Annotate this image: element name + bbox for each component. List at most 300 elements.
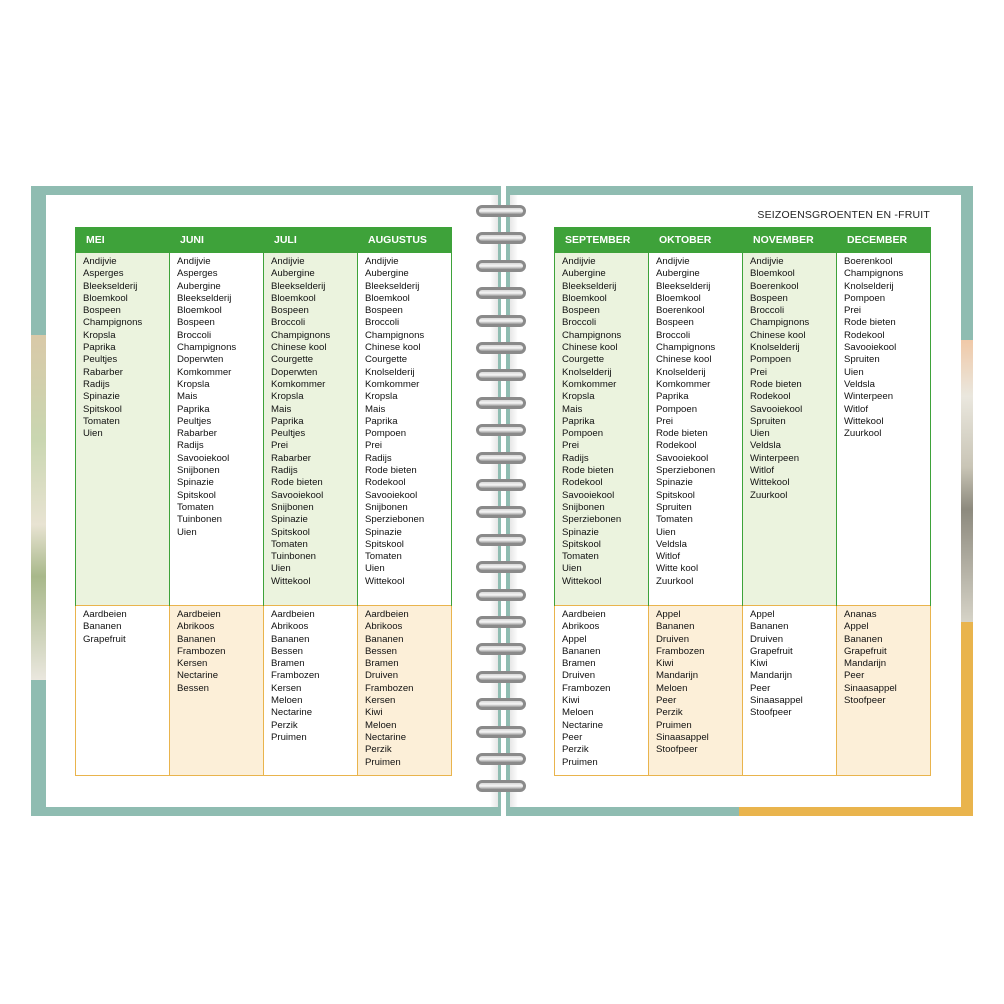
fruit-item: Kiwi bbox=[562, 695, 580, 707]
fruit-item: Grapefruit bbox=[750, 645, 793, 657]
vegetable-item: Knolselderij bbox=[656, 366, 706, 378]
vegetable-item: Bloemkool bbox=[562, 292, 607, 304]
vegetable-item: Spitskool bbox=[83, 403, 122, 415]
vegetable-item: Aubergine bbox=[271, 268, 315, 280]
vegetable-item: Aubergine bbox=[562, 268, 606, 280]
fruit-item: Aardbeien bbox=[177, 609, 221, 620]
vegetable-item: Sperziebonen bbox=[562, 514, 622, 526]
fruit-item: Bananen bbox=[844, 633, 883, 645]
fruit-item: Abrikoos bbox=[365, 621, 403, 633]
fruit-item: Bananen bbox=[83, 621, 122, 633]
vegetable-item: Winterpeen bbox=[844, 391, 894, 403]
vegetable-item: Andijvie bbox=[365, 256, 399, 267]
vegetable-item: Kropsla bbox=[83, 329, 116, 341]
vegetable-item: Spitskool bbox=[365, 538, 404, 550]
vegetable-item: Bloemkool bbox=[271, 292, 316, 304]
vegetable-item: Radijs bbox=[365, 452, 392, 464]
fruit-item: Appel bbox=[656, 609, 681, 620]
vegetable-item: Bospeen bbox=[365, 305, 403, 317]
vegetable-item: Wittekool bbox=[844, 415, 884, 427]
vegetable-item: Tomaten bbox=[365, 551, 402, 563]
vegetable-item: Savooiekool bbox=[177, 452, 230, 464]
month-header-oktober: OKTOBER bbox=[649, 228, 743, 253]
fruit-item: Bananen bbox=[271, 633, 310, 645]
binding-ring bbox=[476, 369, 526, 381]
fruits-cell-juli bbox=[264, 606, 358, 776]
vegetable-item: Spruiten bbox=[656, 501, 692, 513]
fruit-item: Peer bbox=[562, 731, 583, 743]
vegetable-item: Rodekool bbox=[750, 391, 791, 403]
binding-ring bbox=[476, 534, 526, 546]
vegetable-item: Wittekool bbox=[750, 477, 790, 489]
vegetable-item: Bloemkool bbox=[656, 292, 701, 304]
binding-ring bbox=[476, 424, 526, 436]
vegetable-item: Zuurkool bbox=[844, 428, 882, 440]
fruit-item: Sinaasappel bbox=[750, 695, 803, 707]
vegetable-item: Spitskool bbox=[656, 489, 695, 501]
binding-ring bbox=[476, 287, 526, 299]
vegetable-item: Mais bbox=[562, 403, 583, 415]
vegetable-item: Champignons bbox=[844, 268, 904, 280]
vegetable-item: Bospeen bbox=[656, 317, 694, 329]
fruit-item: Kiwi bbox=[750, 658, 768, 670]
vegetable-item: Bleekselderij bbox=[656, 280, 711, 292]
vegetable-item: Paprika bbox=[271, 415, 304, 427]
vegetable-item: Tomaten bbox=[177, 501, 214, 513]
vegetable-item: Witlof bbox=[656, 551, 680, 563]
vegetable-item: Savooiekool bbox=[271, 489, 324, 501]
cover-photo-left bbox=[31, 335, 46, 680]
vegetable-item: Radijs bbox=[83, 378, 110, 390]
vegetable-item: Bloemkool bbox=[750, 268, 795, 280]
vegetable-item: Peultjes bbox=[177, 415, 212, 427]
vegetable-item: Prei bbox=[562, 440, 580, 452]
vegetable-item: Veldsla bbox=[656, 538, 687, 550]
vegetable-item: Chinese kool bbox=[656, 354, 712, 366]
vegetable-item: Tomaten bbox=[271, 538, 308, 550]
vegetable-item: Bospeen bbox=[177, 317, 215, 329]
vegetable-item: Bospeen bbox=[271, 305, 309, 317]
fruit-item: Stoofpeer bbox=[656, 744, 698, 756]
vegetable-item: Mais bbox=[365, 403, 386, 415]
fruits-cell-mei bbox=[76, 606, 170, 776]
binding-ring bbox=[476, 616, 526, 628]
vegetable-item: Komkommer bbox=[271, 378, 326, 390]
fruit-item: Bananen bbox=[365, 633, 404, 645]
binding-ring bbox=[476, 698, 526, 710]
vegetable-item: Paprika bbox=[656, 391, 689, 403]
vegetable-item: Kropsla bbox=[562, 391, 595, 403]
vegetable-item: Prei bbox=[365, 440, 383, 452]
vegetable-item: Mais bbox=[177, 391, 198, 403]
vegetable-item: Witlof bbox=[750, 465, 774, 477]
fruit-item: Nectarine bbox=[271, 707, 313, 719]
fruit-item: Appel bbox=[750, 609, 775, 620]
vegetable-item: Uien bbox=[365, 563, 385, 575]
binding-ring bbox=[476, 643, 526, 655]
binding-ring bbox=[476, 561, 526, 573]
vegetable-item: Knolselderij bbox=[750, 342, 800, 354]
vegetables-cell-augustus bbox=[358, 253, 452, 606]
vegetable-item: Rodekool bbox=[562, 477, 603, 489]
fruit-item: Stoofpeer bbox=[750, 707, 792, 719]
vegetable-item: Champignons bbox=[365, 329, 425, 341]
fruit-item: Druiven bbox=[365, 670, 399, 682]
vegetable-item: Snijbonen bbox=[177, 465, 220, 477]
vegetable-item: Zuurkool bbox=[750, 489, 788, 501]
vegetable-item: Aubergine bbox=[365, 268, 409, 280]
fruit-item: Nectarine bbox=[177, 670, 219, 682]
vegetable-item: Andijvie bbox=[656, 256, 690, 267]
fruit-item: Druiven bbox=[656, 633, 690, 645]
fruit-item: Meloen bbox=[365, 719, 397, 731]
fruit-item: Aardbeien bbox=[562, 609, 606, 620]
vegetable-item: Rodekool bbox=[844, 329, 885, 341]
binding-ring bbox=[476, 726, 526, 738]
vegetable-item: Spinazie bbox=[562, 526, 599, 538]
vegetable-item: Courgette bbox=[562, 354, 605, 366]
vegetable-item: Rode bieten bbox=[844, 317, 896, 329]
vegetable-item: Veldsla bbox=[750, 440, 781, 452]
vegetable-item: Bospeen bbox=[562, 305, 600, 317]
month-header-november: NOVEMBER bbox=[743, 228, 837, 253]
fruit-item: Kiwi bbox=[656, 658, 674, 670]
fruit-item: Aardbeien bbox=[83, 609, 127, 620]
fruit-item: Peer bbox=[750, 682, 771, 694]
vegetable-item: Rodekool bbox=[365, 477, 406, 489]
binding-ring bbox=[476, 479, 526, 491]
vegetable-item: Peultjes bbox=[271, 428, 306, 440]
fruit-item: Aardbeien bbox=[365, 609, 409, 620]
vegetable-item: Spinazie bbox=[656, 477, 693, 489]
vegetable-item: Spinazie bbox=[271, 514, 308, 526]
vegetable-item: Komkommer bbox=[177, 366, 232, 378]
vegetable-item: Rode bieten bbox=[365, 465, 417, 477]
vegetable-item: Witte kool bbox=[656, 563, 699, 575]
fruit-item: Pruimen bbox=[365, 756, 401, 768]
fruit-item: Bananen bbox=[562, 645, 601, 657]
vegetable-item: Uien bbox=[562, 563, 582, 575]
fruits-cell-november bbox=[743, 606, 837, 776]
fruits-cell-december bbox=[837, 606, 931, 776]
fruit-item: Bramen bbox=[365, 658, 399, 670]
vegetable-item: Sperziebonen bbox=[365, 514, 425, 526]
page-title: SEIZOENSGROENTEN EN -FRUIT bbox=[757, 209, 930, 221]
vegetable-item: Wittekool bbox=[562, 575, 602, 587]
vegetable-item: Savooiekool bbox=[656, 452, 709, 464]
fruits-cell-augustus bbox=[358, 606, 452, 776]
fruit-item: Aardbeien bbox=[271, 609, 315, 620]
fruit-item: Pruimen bbox=[656, 719, 692, 731]
fruit-item: Druiven bbox=[750, 633, 784, 645]
month-header-december: DECEMBER bbox=[837, 228, 931, 253]
vegetables-cell-mei bbox=[76, 253, 170, 606]
vegetable-item: Champignons bbox=[271, 329, 331, 341]
fruit-item: Mandarijn bbox=[750, 670, 793, 682]
month-header-september: SEPTEMBER bbox=[555, 228, 649, 253]
vegetables-cell-oktober bbox=[649, 253, 743, 606]
cover-photo-right bbox=[961, 340, 973, 622]
vegetable-item: Peultjes bbox=[83, 354, 118, 366]
vegetable-item: Wittekool bbox=[365, 575, 405, 587]
fruit-item: Kersen bbox=[177, 658, 208, 670]
vegetable-item: Bleekselderij bbox=[83, 280, 138, 292]
binding-ring bbox=[476, 342, 526, 354]
vegetable-item: Kropsla bbox=[177, 378, 210, 390]
fruit-item: Bramen bbox=[562, 658, 596, 670]
vegetable-item: Snijbonen bbox=[271, 501, 314, 513]
vegetable-item: Prei bbox=[656, 415, 674, 427]
fruits-cell-september bbox=[555, 606, 649, 776]
vegetable-item: Rode bieten bbox=[562, 465, 614, 477]
vegetable-item: Champignons bbox=[656, 342, 716, 354]
vegetable-item: Tuinbonen bbox=[271, 551, 316, 563]
vegetable-item: Savooiekool bbox=[562, 489, 615, 501]
vegetable-item: Uien bbox=[844, 366, 864, 378]
vegetable-item: Radijs bbox=[562, 452, 589, 464]
fruit-item: Kersen bbox=[365, 695, 396, 707]
vegetable-item: Zuurkool bbox=[656, 575, 694, 587]
vegetable-item: Chinese kool bbox=[562, 342, 618, 354]
vegetable-item: Pompoen bbox=[656, 403, 698, 415]
vegetable-item: Pompoen bbox=[844, 292, 886, 304]
vegetable-item: Doperwten bbox=[271, 366, 318, 378]
fruit-item: Sinaasappel bbox=[844, 682, 897, 694]
vegetable-item: Andijvie bbox=[750, 256, 784, 267]
vegetable-item: Uien bbox=[271, 563, 291, 575]
fruit-item: Frambozen bbox=[562, 682, 611, 694]
fruit-item: Appel bbox=[844, 621, 869, 633]
vegetable-item: Andijvie bbox=[83, 256, 117, 267]
binding-ring bbox=[476, 260, 526, 272]
vegetables-cell-juni bbox=[170, 253, 264, 606]
vegetable-item: Spinazie bbox=[177, 477, 214, 489]
vegetable-item: Komkommer bbox=[562, 378, 617, 390]
vegetable-item: Spitskool bbox=[177, 489, 216, 501]
vegetable-item: Bloemkool bbox=[365, 292, 410, 304]
vegetable-item: Savooiekool bbox=[844, 342, 897, 354]
vegetable-item: Chinese kool bbox=[365, 342, 421, 354]
vegetable-item: Rode bieten bbox=[271, 477, 323, 489]
vegetable-item: Pompoen bbox=[750, 354, 792, 366]
fruit-item: Nectarine bbox=[365, 731, 407, 743]
vegetable-item: Aubergine bbox=[656, 268, 700, 280]
fruit-item: Bessen bbox=[271, 645, 303, 657]
vegetable-item: Bospeen bbox=[83, 305, 121, 317]
fruit-item: Bramen bbox=[271, 658, 305, 670]
vegetable-item: Broccoli bbox=[365, 317, 400, 329]
vegetable-item: Knolselderij bbox=[562, 366, 612, 378]
vegetable-item: Rabarber bbox=[177, 428, 217, 440]
season-table-may-august bbox=[75, 227, 452, 776]
fruit-item: Bessen bbox=[365, 645, 397, 657]
vegetable-item: Rabarber bbox=[83, 366, 123, 378]
vegetable-item: Tuinbonen bbox=[177, 514, 222, 526]
vegetable-item: Radijs bbox=[177, 440, 204, 452]
vegetable-item: Savooiekool bbox=[750, 403, 803, 415]
fruit-item: Frambozen bbox=[271, 670, 320, 682]
vegetable-item: Chinese kool bbox=[271, 342, 327, 354]
binding-ring bbox=[476, 753, 526, 765]
vegetable-item: Asperges bbox=[83, 268, 124, 280]
vegetable-item: Tomaten bbox=[562, 551, 599, 563]
vegetable-item: Knolselderij bbox=[365, 366, 415, 378]
fruit-item: Kiwi bbox=[365, 707, 383, 719]
vegetable-item: Spinazie bbox=[83, 391, 120, 403]
vegetable-item: Komkommer bbox=[656, 378, 711, 390]
vegetable-item: Champignons bbox=[750, 317, 810, 329]
vegetable-item: Spitskool bbox=[271, 526, 310, 538]
vegetable-item: Kropsla bbox=[271, 391, 304, 403]
month-header-mei: MEI bbox=[76, 228, 170, 253]
vegetable-item: Prei bbox=[750, 366, 768, 378]
vegetable-item: Savooiekool bbox=[365, 489, 418, 501]
binding-ring bbox=[476, 397, 526, 409]
vegetable-item: Uien bbox=[750, 428, 770, 440]
fruit-item: Frambozen bbox=[177, 645, 226, 657]
vegetable-item: Bleekselderij bbox=[365, 280, 420, 292]
binding-ring bbox=[476, 671, 526, 683]
vegetable-item: Broccoli bbox=[271, 317, 306, 329]
season-table-september-december bbox=[554, 227, 931, 776]
vegetable-item: Snijbonen bbox=[562, 501, 605, 513]
fruit-item: Bananen bbox=[177, 633, 216, 645]
fruit-item: Grapefruit bbox=[83, 633, 126, 645]
vegetable-item: Boerenkool bbox=[656, 305, 705, 317]
vegetable-item: Snijbonen bbox=[365, 501, 408, 513]
vegetable-item: Paprika bbox=[365, 415, 398, 427]
vegetables-cell-december bbox=[837, 253, 931, 606]
vegetable-item: Broccoli bbox=[562, 317, 597, 329]
fruit-item: Bananen bbox=[656, 621, 695, 633]
vegetable-item: Tomaten bbox=[83, 415, 120, 427]
vegetable-item: Komkommer bbox=[365, 378, 420, 390]
vegetables-cell-november bbox=[743, 253, 837, 606]
vegetable-item: Paprika bbox=[83, 342, 116, 354]
fruit-item: Mandarijn bbox=[844, 658, 887, 670]
fruit-item: Sinaasappel bbox=[656, 731, 709, 743]
month-header-juli: JULI bbox=[264, 228, 358, 253]
vegetable-item: Boerenkool bbox=[750, 280, 799, 292]
vegetable-item: Bleekselderij bbox=[177, 292, 232, 304]
vegetable-item: Chinese kool bbox=[750, 329, 806, 341]
vegetable-item: Tomaten bbox=[656, 514, 693, 526]
vegetable-item: Spitskool bbox=[562, 538, 601, 550]
vegetable-item: Andijvie bbox=[562, 256, 596, 267]
vegetable-item: Kropsla bbox=[365, 391, 398, 403]
vegetable-item: Rode bieten bbox=[656, 428, 708, 440]
vegetable-item: Spinazie bbox=[365, 526, 402, 538]
binding-ring bbox=[476, 232, 526, 244]
fruits-cell-juni bbox=[170, 606, 264, 776]
fruit-item: Druiven bbox=[562, 670, 596, 682]
fruit-item: Perzik bbox=[271, 719, 298, 731]
fruit-item: Pruimen bbox=[271, 731, 307, 743]
cover-accent-yellow-bottom bbox=[739, 806, 973, 816]
binding-ring bbox=[476, 506, 526, 518]
fruit-item: Bananen bbox=[750, 621, 789, 633]
fruit-item: Bessen bbox=[177, 682, 209, 694]
vegetable-item: Champignons bbox=[562, 329, 622, 341]
fruit-item: Meloen bbox=[562, 707, 594, 719]
vegetable-item: Pompoen bbox=[365, 428, 407, 440]
vegetable-item: Bleekselderij bbox=[562, 280, 617, 292]
vegetable-item: Uien bbox=[177, 526, 197, 538]
vegetable-item: Rode bieten bbox=[750, 378, 802, 390]
vegetable-item: Bospeen bbox=[750, 292, 788, 304]
vegetables-cell-september bbox=[555, 253, 649, 606]
vegetable-item: Mais bbox=[271, 403, 292, 415]
vegetable-item: Spruiten bbox=[750, 415, 786, 427]
vegetable-item: Bloemkool bbox=[177, 305, 222, 317]
vegetable-item: Broccoli bbox=[656, 329, 691, 341]
fruits-cell-oktober bbox=[649, 606, 743, 776]
vegetable-item: Sperziebonen bbox=[656, 465, 716, 477]
binding-ring bbox=[476, 589, 526, 601]
fruit-item: Perzik bbox=[656, 707, 683, 719]
fruit-item: Perzik bbox=[365, 744, 392, 756]
fruit-item: Abrikoos bbox=[177, 621, 215, 633]
fruit-item: Grapefruit bbox=[844, 645, 887, 657]
vegetable-item: Veldsla bbox=[844, 378, 875, 390]
vegetables-cell-juli bbox=[264, 253, 358, 606]
fruit-item: Perzik bbox=[562, 744, 589, 756]
fruit-item: Frambozen bbox=[365, 682, 414, 694]
vegetable-item: Knolselderij bbox=[844, 280, 894, 292]
vegetable-item: Spruiten bbox=[844, 354, 880, 366]
vegetable-item: Uien bbox=[656, 526, 676, 538]
vegetable-item: Broccoli bbox=[177, 329, 212, 341]
vegetable-item: Champignons bbox=[177, 342, 237, 354]
binding-ring bbox=[476, 315, 526, 327]
vegetable-item: Champignons bbox=[83, 317, 143, 329]
vegetable-item: Wittekool bbox=[271, 575, 311, 587]
month-header-augustus: AUGUSTUS bbox=[358, 228, 452, 253]
vegetable-item: Pompoen bbox=[562, 428, 604, 440]
fruit-item: Peer bbox=[656, 695, 677, 707]
fruit-item: Mandarijn bbox=[656, 670, 699, 682]
fruit-item: Abrikoos bbox=[271, 621, 309, 633]
vegetable-item: Radijs bbox=[271, 465, 298, 477]
binding-ring bbox=[476, 205, 526, 217]
vegetable-item: Aubergine bbox=[177, 280, 221, 292]
vegetable-item: Andijvie bbox=[177, 256, 211, 267]
vegetable-item: Courgette bbox=[365, 354, 408, 366]
vegetable-item: Paprika bbox=[177, 403, 210, 415]
vegetable-item: Andijvie bbox=[271, 256, 305, 267]
fruit-item: Stoofpeer bbox=[844, 695, 886, 707]
vegetable-item: Rodekool bbox=[656, 440, 697, 452]
vegetable-item: Boerenkool bbox=[844, 256, 893, 267]
vegetable-item: Rabarber bbox=[271, 452, 311, 464]
vegetable-item: Bloemkool bbox=[83, 292, 128, 304]
binding-ring bbox=[476, 452, 526, 464]
fruit-item: Ananas bbox=[844, 609, 877, 620]
fruit-item: Frambozen bbox=[656, 645, 705, 657]
vegetable-item: Courgette bbox=[271, 354, 314, 366]
vegetable-item: Bleekselderij bbox=[271, 280, 326, 292]
fruit-item: Meloen bbox=[656, 682, 688, 694]
vegetable-item: Winterpeen bbox=[750, 452, 800, 464]
fruit-item: Peer bbox=[844, 670, 865, 682]
vegetable-item: Prei bbox=[271, 440, 289, 452]
binding-ring bbox=[476, 780, 526, 792]
vegetable-item: Broccoli bbox=[750, 305, 785, 317]
fruit-item: Meloen bbox=[271, 695, 303, 707]
month-header-juni: JUNI bbox=[170, 228, 264, 253]
fruit-item: Kersen bbox=[271, 682, 302, 694]
vegetable-item: Doperwten bbox=[177, 354, 224, 366]
